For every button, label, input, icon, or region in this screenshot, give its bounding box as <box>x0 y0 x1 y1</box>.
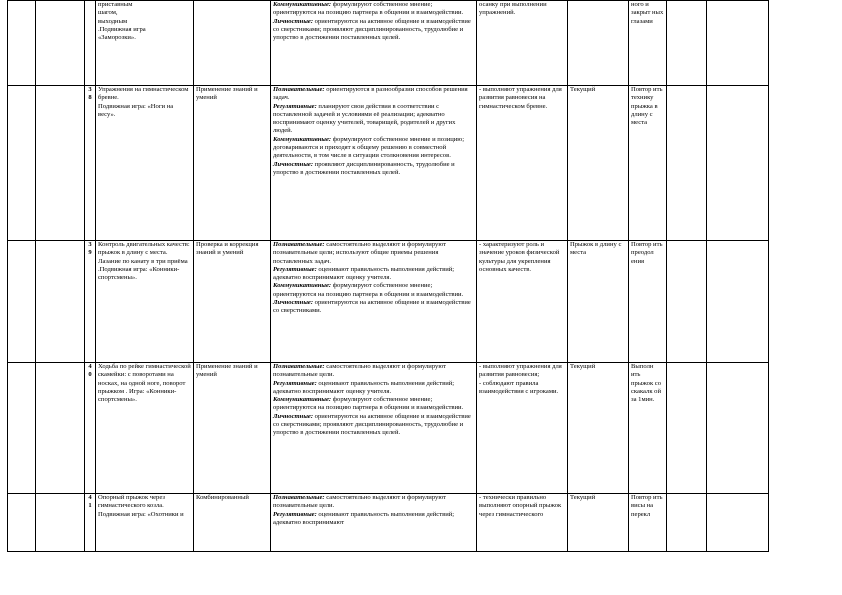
empty-cell <box>707 1 769 86</box>
lesson-type-cell: Применение знаний и умений <box>194 86 271 241</box>
uud-entry <box>273 282 474 299</box>
lesson-number-cell <box>85 86 96 241</box>
uud-label: Познавательные: <box>273 241 325 248</box>
control-cell: Текущий <box>568 363 629 494</box>
control-cell: Прыжок в длину с места <box>568 241 629 363</box>
uud-cell <box>271 494 477 552</box>
homework-cell: ного и закрыт ных глазами <box>629 1 667 86</box>
uud-entry <box>273 494 474 511</box>
homework-cell: Повтор ить технику прыжка в длину с места <box>629 86 667 241</box>
lesson-number-cell <box>85 241 96 363</box>
table-row <box>8 494 832 552</box>
uud-text: ориентируются на активное общение и взаимодействие со сверстниками; проявляют дисциплинированность, трудолюбие и упорство в достижении поставленных целей. <box>273 17 471 42</box>
uud-text: формулируют собственное мнение; ориентируются на позицию партнера в общении и взаимодействии. <box>273 396 464 412</box>
empty-cell <box>667 363 707 494</box>
uud-label: Коммуникативные: <box>273 282 332 290</box>
lesson-number-cell <box>85 1 96 86</box>
homework-cell: Повтор ить висы на перекл <box>629 494 667 552</box>
uud-label: Познавательные: <box>273 363 325 370</box>
topic-cell: Ходьба по рейке гимнастической скамейки: с поворотами на носках, на одной ноге, поворот прыжком . Игра: «Конники-спортсмены». <box>96 363 194 494</box>
empty-cell <box>667 86 707 241</box>
lesson-number-digit: 3 <box>88 241 92 248</box>
uud-text: оценивают правильность выполнения действий; адекватно воспринимают оценку учителя. <box>273 265 455 282</box>
table-row <box>8 241 832 363</box>
uud-cell <box>271 363 477 494</box>
lesson-number-digit: 1 <box>88 502 92 510</box>
uud-entry <box>273 86 474 103</box>
uud-text: формулируют собственное мнение и позицию; договариваются и приходят к общему решению в совместной деятельности, в том числе в ситуации столкновения интересов. <box>273 135 465 160</box>
uud-entry <box>273 396 474 413</box>
empty-cell <box>8 494 36 552</box>
uud-text: формулируют собственное мнение; ориентируются на позицию партнера в общении и взаимодействии. <box>273 1 464 17</box>
uud-text: ориентируются на активное общение и взаимодействие со сверстниками; проявляют дисциплинированность, трудолюбие и упорство в достижении поставленных целей. <box>273 412 471 437</box>
empty-cell <box>667 494 707 552</box>
uud-entry <box>273 103 474 136</box>
uud-text: самостоятельно выделяют и формулируют познавательные цели. <box>273 494 447 510</box>
empty-cell <box>707 494 769 552</box>
uud-text: ориентируются в разнообразии способов решения задач. <box>273 86 468 102</box>
table-body <box>8 1 832 552</box>
uud-text: формулируют собственное мнение; ориентируются на позицию партнера в общении и взаимодействии. <box>273 282 464 298</box>
lesson-number-digit: 8 <box>88 94 92 102</box>
empty-cell <box>8 241 36 363</box>
uud-entry <box>273 266 474 283</box>
uud-text: самостоятельно выделяют и формулируют познавательные цели. <box>273 363 447 379</box>
empty-cell <box>36 363 85 494</box>
lesson-number-digit: 4 <box>88 363 92 370</box>
empty-cell <box>707 241 769 363</box>
uud-cell <box>271 241 477 363</box>
uud-text: планируют свои действия в соответствии с поставленной задачей и условиями её реализации; адекватно воспринимают оценку учителей, товарищей, родителей и других людей. <box>273 102 456 135</box>
lesson-number-cell <box>85 494 96 552</box>
empty-cell <box>36 86 85 241</box>
uud-text: проявляют дисциплинированность, трудолюбие и упорство в достижении поставленных целей. <box>273 160 455 176</box>
uud-entry <box>273 161 474 178</box>
uud-text: ориентируются на активное общение и взаимодействие со сверстниками. <box>273 299 471 315</box>
empty-cell <box>667 241 707 363</box>
table-row <box>8 1 832 86</box>
lesson-type-cell: Комбинированный <box>194 494 271 552</box>
empty-cell <box>36 1 85 86</box>
empty-cell <box>707 86 769 241</box>
empty-cell <box>8 363 36 494</box>
uud-label: Коммуникативные: <box>273 396 332 404</box>
uud-cell <box>271 1 477 86</box>
control-cell: Текущий <box>568 494 629 552</box>
lesson-type-cell: Проверка и коррекция знаний и умений <box>194 241 271 363</box>
uud-entry <box>273 413 474 438</box>
uud-text: оценивают правильность выполнения действий; адекватно воспринимают оценку учителя. <box>273 379 455 395</box>
uud-entry <box>273 299 474 316</box>
lesson-type-cell <box>194 1 271 86</box>
empty-cell <box>36 494 85 552</box>
homework-cell: Выполн ить прыжок со скакалк ой за 1мин. <box>629 363 667 494</box>
uud-label: Коммуникативные: <box>273 135 332 143</box>
activities-cell: осанку при выполнении упражнений. <box>477 1 568 86</box>
topic-cell: приставным шагом, выходным .Подвижная игра «Заморозки». <box>96 1 194 86</box>
uud-entry <box>273 363 474 380</box>
table-row <box>8 363 832 494</box>
uud-entry <box>273 136 474 161</box>
activities-cell: - технически правильно выполняют опорный прыжок через гимнастического <box>477 494 568 552</box>
lesson-number-cell <box>85 363 96 494</box>
lesson-plan-sheet <box>7 0 832 552</box>
empty-cell <box>8 86 36 241</box>
uud-entry <box>273 241 474 266</box>
uud-label: Регулятивные: <box>273 102 317 110</box>
uud-label: Личностные: <box>273 299 314 307</box>
uud-label: Личностные: <box>273 160 314 168</box>
uud-label: Познавательные: <box>273 494 325 501</box>
lesson-number-digit: 9 <box>88 249 92 257</box>
empty-cell <box>667 1 707 86</box>
topic-cell: Упражнения на гимнастическом бревне. Подвижная игра: «Ноги на весу». <box>96 86 194 241</box>
lesson-plan-table <box>7 0 832 552</box>
lesson-type-cell: Применение знаний и умений <box>194 363 271 494</box>
uud-entry <box>273 511 474 528</box>
activities-cell: - выполняют упражнения для развития равновесия; - соблюдают правила взаимодействия с игроками. <box>477 363 568 494</box>
activities-cell: - выполняют упражнения для развития равновесия на гимнастическом бревне. <box>477 86 568 241</box>
control-cell <box>568 1 629 86</box>
uud-text: самостоятельно выделяют и формулируют познавательные цели; используют общие приемы решения поставленных задач. <box>273 241 447 265</box>
uud-entry <box>273 380 474 397</box>
empty-cell <box>36 241 85 363</box>
uud-label: Регулятивные: <box>273 265 317 273</box>
lesson-number-digit: 3 <box>88 86 92 93</box>
control-cell: Текущий <box>568 86 629 241</box>
lesson-number-digit: 4 <box>88 494 92 501</box>
topic-cell: Контроль двигательных качеств: прыжок в длину с места. Лазание по канату в три приёма .Подвижная игра: «Конники-спортсмены». <box>96 241 194 363</box>
activities-cell: - характеризуют роль и значение уроков физической культуры для укрепления основных качеств. <box>477 241 568 363</box>
uud-cell <box>271 86 477 241</box>
uud-label: Личностные: <box>273 17 314 25</box>
uud-entry <box>273 1 474 18</box>
uud-label: Личностные: <box>273 412 314 420</box>
table-row <box>8 86 832 241</box>
uud-label: Регулятивные: <box>273 379 317 387</box>
uud-label: Регулятивные: <box>273 510 317 518</box>
empty-cell <box>8 1 36 86</box>
homework-cell: Повтор ить преодол ения <box>629 241 667 363</box>
topic-cell: Опорный прыжок через гимнастического козла. Подвижная игра: «Охотники и <box>96 494 194 552</box>
uud-entry <box>273 18 474 43</box>
uud-label: Коммуникативные: <box>273 1 332 8</box>
uud-label: Познавательные: <box>273 86 325 93</box>
empty-cell <box>707 363 769 494</box>
uud-text: оценивают правильность выполнения действий; адекватно воспринимают <box>273 510 455 526</box>
lesson-number-digit: 0 <box>88 371 92 379</box>
